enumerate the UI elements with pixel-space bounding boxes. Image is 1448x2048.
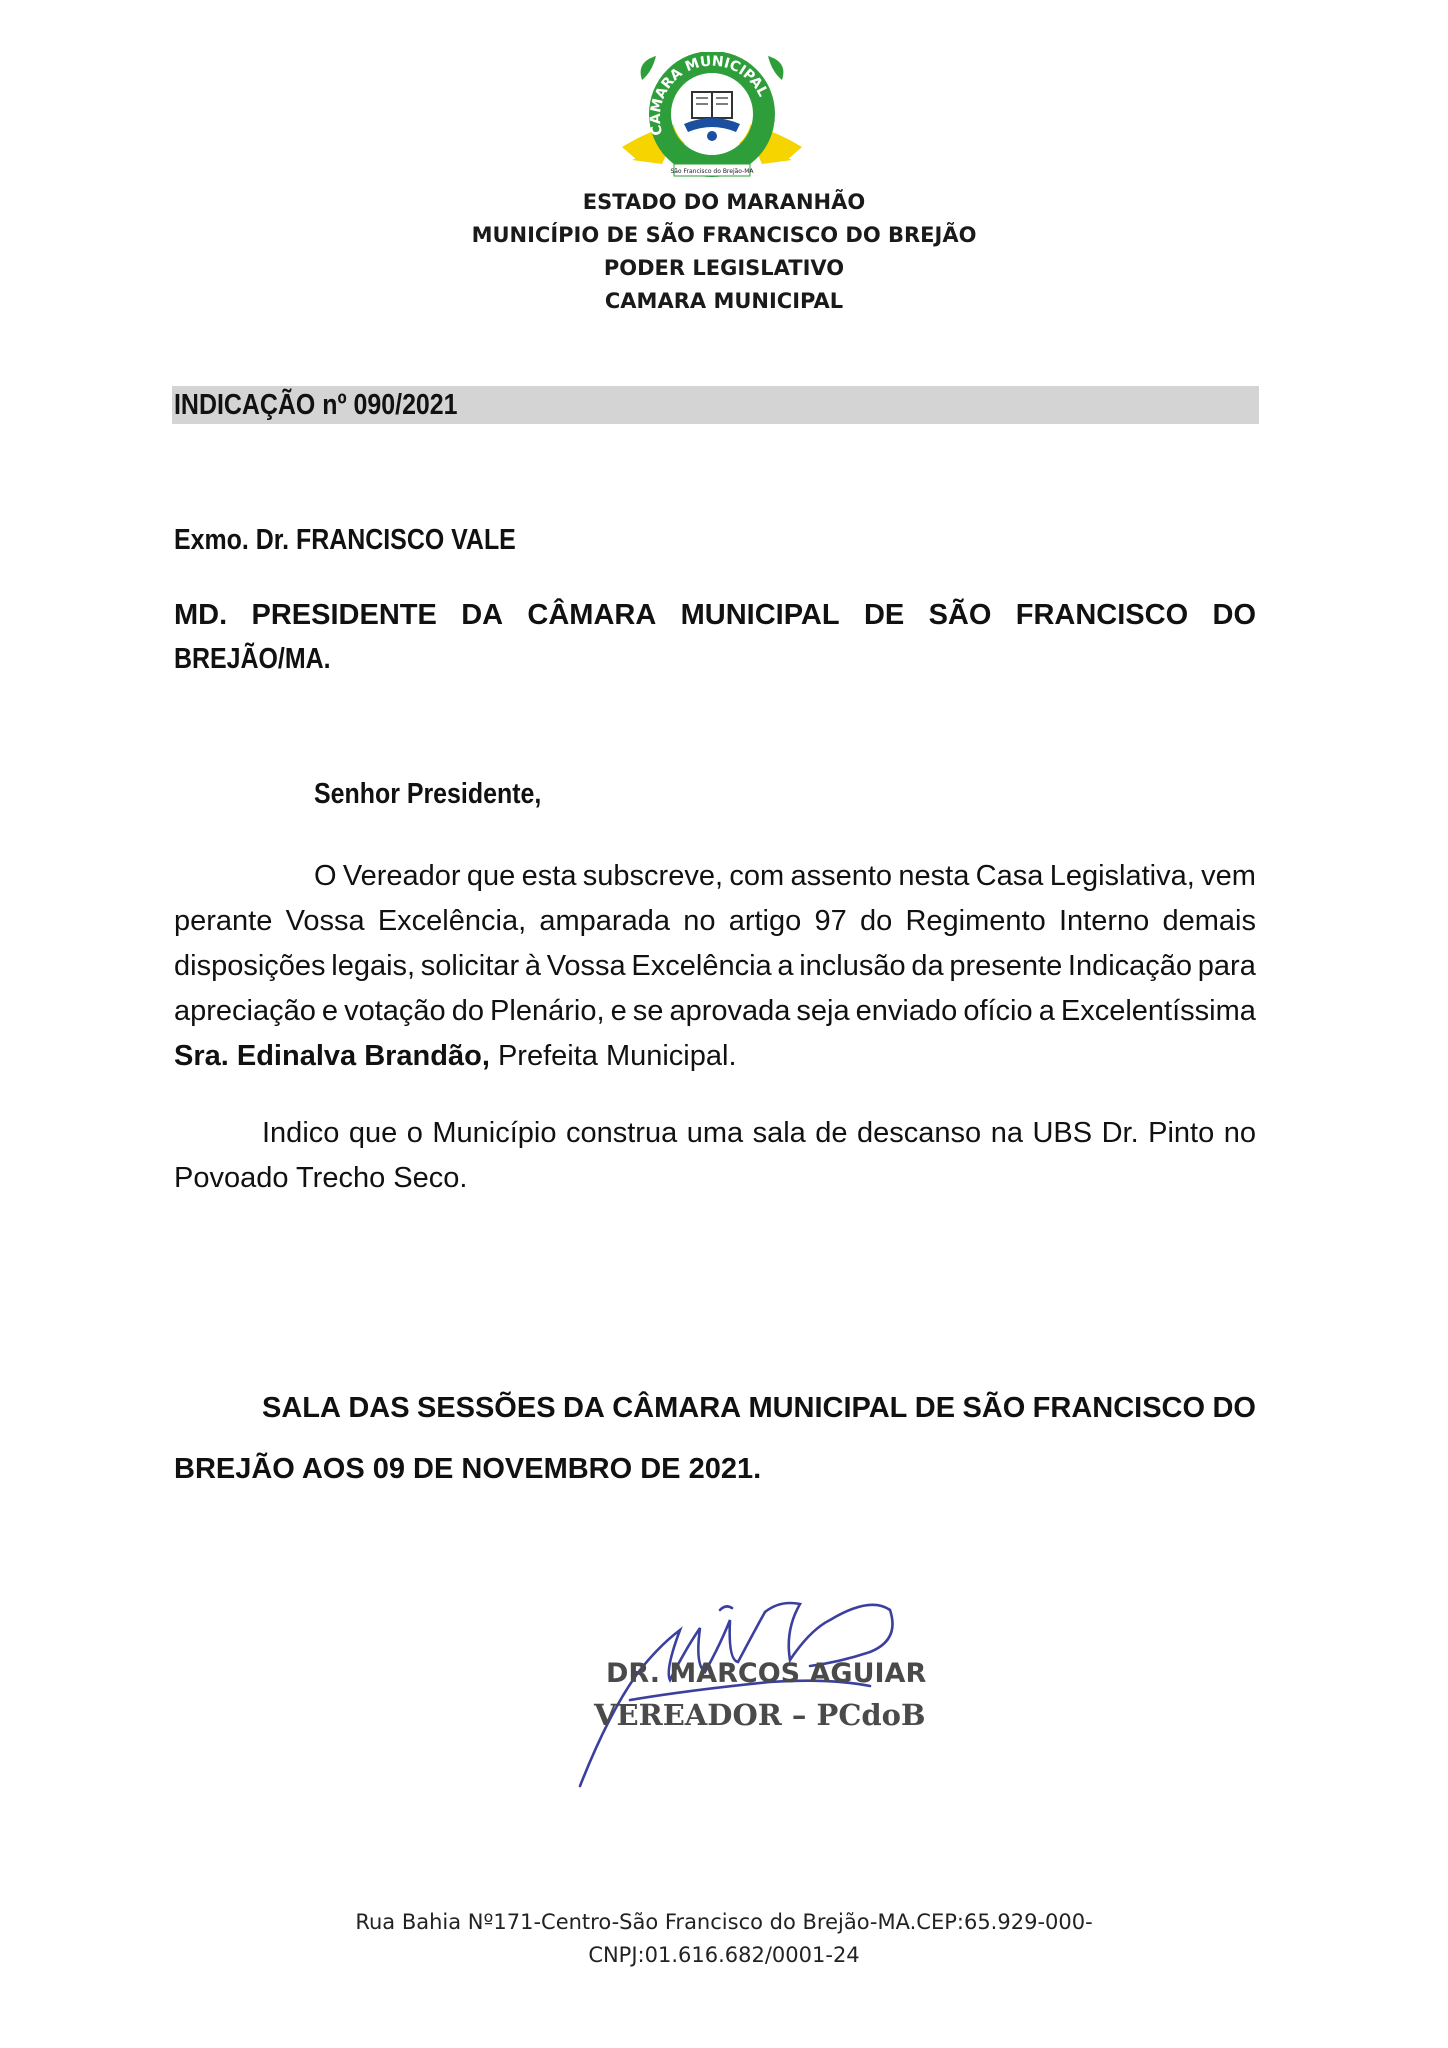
word: PRESIDENTE	[251, 599, 437, 631]
word: DE	[914, 1392, 956, 1424]
word: Vossa	[546, 950, 626, 982]
word: legais,	[331, 950, 416, 982]
word: subscreve,	[582, 860, 724, 892]
header-chamber: CAMARA MUNICIPAL	[604, 289, 844, 313]
header-branch: PODER LEGISLATIVO	[603, 256, 845, 280]
handwritten-signature	[570, 1590, 990, 1790]
closing-line	[174, 1439, 1256, 1500]
word: Excelência	[631, 950, 772, 982]
word: de	[815, 1117, 848, 1149]
word: construa	[565, 1117, 678, 1149]
word: Excelentíssima	[1060, 995, 1256, 1027]
word: esta	[521, 860, 577, 892]
addressee-name	[174, 524, 571, 557]
greeting	[314, 778, 578, 811]
recipient-name: Sra. Edinalva Brandão,	[174, 1040, 490, 1072]
body-line	[174, 944, 1256, 989]
word: no	[683, 905, 716, 937]
word: nesta	[898, 860, 970, 892]
emblem-ring-text: CÂMARA MUNICIPAL	[647, 53, 771, 137]
word: DA	[461, 599, 504, 631]
body-line	[174, 1034, 1256, 1079]
word: DO	[1212, 599, 1256, 631]
word: O	[314, 860, 337, 892]
word: e	[610, 995, 627, 1027]
word: UBS	[1032, 1117, 1093, 1149]
header-municipality: MUNICÍPIO DE SÃO FRANCISCO DO BREJÃO	[471, 223, 977, 247]
word: presente	[949, 950, 1063, 982]
closing-line	[174, 1378, 1256, 1439]
word: DE	[863, 599, 905, 631]
word: do	[451, 995, 484, 1027]
word: Vossa	[285, 905, 365, 937]
word: com	[729, 860, 785, 892]
word: FRANCISCO	[1032, 1392, 1206, 1424]
indico-line2-text: Povoado Trecho Seco.	[174, 1162, 468, 1194]
camara-municipal-emblem	[612, 52, 812, 182]
word: FRANCISCO	[1015, 599, 1189, 631]
word: solicitar	[420, 950, 520, 982]
word: DA	[562, 1392, 605, 1424]
word: assento	[790, 860, 893, 892]
addressee-name-text: Exmo. Dr. FRANCISCO VALE	[174, 524, 516, 556]
word: MD.	[174, 599, 228, 631]
word: e	[321, 995, 339, 1027]
word: DAS	[348, 1392, 410, 1424]
closing-statement	[174, 1378, 1256, 1500]
footer-address	[0, 1906, 1448, 1972]
word: na	[990, 1117, 1023, 1149]
word: Pinto	[1148, 1117, 1215, 1149]
word: DO	[1212, 1392, 1256, 1424]
header-state: ESTADO DO MARANHÃO	[582, 190, 866, 214]
addressee-title-line1	[174, 593, 1256, 637]
body-line	[174, 899, 1256, 944]
word: CÂMARA	[612, 1392, 742, 1424]
body-line	[174, 854, 1256, 899]
word: CÂMARA	[527, 599, 657, 631]
word: Dr.	[1101, 1117, 1139, 1149]
indicacao-title: INDICAÇÃO nº 090/2021	[174, 389, 458, 421]
body-line	[174, 989, 1256, 1034]
emblem-small-text: São Francisco do Brejão-MA	[670, 168, 754, 175]
word: aprovada	[669, 995, 791, 1027]
greeting-text: Senhor Presidente,	[314, 778, 542, 810]
word: Indico	[262, 1117, 340, 1149]
word: ofício	[963, 995, 1033, 1027]
indico-line	[174, 1156, 1256, 1201]
word: Vereador	[342, 860, 461, 892]
word: 97	[814, 905, 847, 937]
word: uma	[686, 1117, 744, 1149]
word: amparada	[539, 905, 670, 937]
word: vem	[1201, 860, 1256, 892]
word: à	[524, 950, 541, 982]
indico-line	[174, 1111, 1256, 1156]
recipient-role: Prefeita Municipal.	[489, 1040, 737, 1072]
word: Interno	[1058, 905, 1150, 937]
body-paragraph	[174, 854, 1256, 1079]
word: o	[406, 1117, 423, 1149]
word: do	[859, 905, 893, 937]
letterhead	[0, 186, 1448, 318]
footer-address-line: Rua Bahia Nº171-Centro-São Francisco do Brejão-MA.CEP:65.929-000-	[355, 1910, 1093, 1934]
word: Município	[432, 1117, 557, 1149]
word: que	[348, 1117, 398, 1149]
word: SÃO	[962, 1392, 1026, 1424]
word: no	[1223, 1117, 1256, 1149]
word: da	[911, 950, 944, 982]
footer-cnpj-line: CNPJ:01.616.682/0001-24	[588, 1943, 860, 1967]
word: descanso	[857, 1117, 982, 1149]
word: apreciação	[174, 995, 316, 1027]
word: demais	[1162, 905, 1256, 937]
word: inclusão	[799, 950, 906, 982]
word: artigo	[728, 905, 802, 937]
signatory-role: VEREADOR – PCdoB	[594, 1698, 926, 1732]
word: se	[632, 995, 664, 1027]
word: perante	[174, 905, 273, 937]
word: Excelência,	[377, 905, 527, 937]
word: MUNICIPAL	[680, 599, 840, 631]
indico-paragraph	[174, 1111, 1256, 1201]
word: SÃO	[928, 599, 992, 631]
word: disposições	[174, 950, 326, 982]
word: votação	[344, 995, 446, 1027]
word: MUNICIPAL	[748, 1392, 908, 1424]
word: Regimento	[905, 905, 1046, 937]
word: sala	[752, 1117, 806, 1149]
word: Casa	[975, 860, 1044, 892]
word: Plenário,	[490, 995, 605, 1027]
word: SESSÕES	[416, 1392, 556, 1424]
addressee-title-line2: BREJÃO/MA.	[174, 643, 331, 675]
word: para	[1197, 950, 1256, 982]
word: SALA	[262, 1392, 341, 1424]
closing-line2-text: BREJÃO AOS 09 DE NOVEMBRO DE 2021.	[174, 1453, 762, 1485]
word: enviado	[855, 995, 958, 1027]
word: que	[466, 860, 516, 892]
word: seja	[796, 995, 850, 1027]
word: a	[777, 950, 794, 982]
word: a	[1038, 995, 1055, 1027]
addressee-title	[174, 593, 1256, 681]
word: Indicação	[1067, 950, 1193, 982]
signatory-name: DR. MARCOS AGUIAR	[606, 1658, 927, 1689]
word: Legislativa,	[1049, 860, 1195, 892]
indicacao-title-bar	[172, 386, 1259, 424]
